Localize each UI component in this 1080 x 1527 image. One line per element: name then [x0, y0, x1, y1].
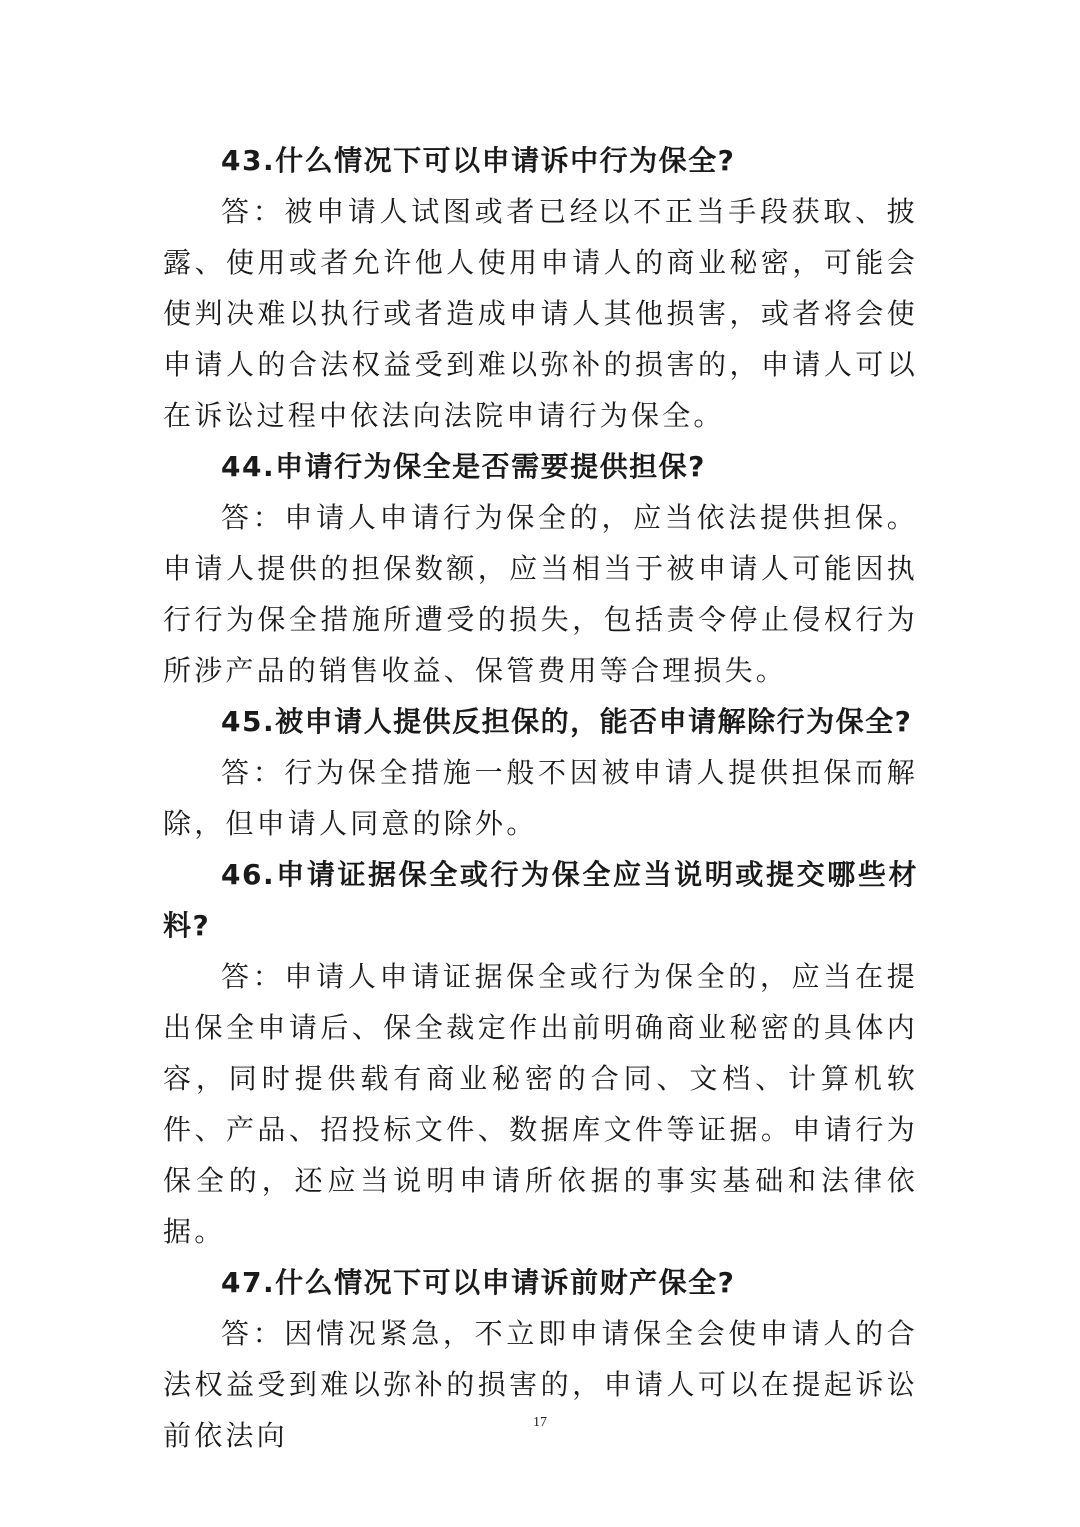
qa-item-46	[163, 849, 918, 1257]
qa-item-45	[163, 696, 918, 849]
question-heading: 46.申请证据保全或行为保全应当说明或提交哪些材料?	[163, 858, 918, 942]
question-heading: 44.申请行为保全是否需要提供担保?	[221, 450, 706, 483]
question-heading: 47.什么情况下可以申请诉前财产保全?	[221, 1266, 736, 1299]
answer-paragraph: 答：申请人申请证据保全或行为保全的，应当在提出保全申请后、保全裁定作出前明确商业秘密的具体内容，同时提供载有商业秘密的合同、文档、计算机软件、产品、招投标文件、数据库文件等证据。申请行为保全的，还应当说明申请所依据的事实基础和法律依据。	[163, 960, 918, 1248]
answer-paragraph: 答：行为保全措施一般不因被申请人提供担保而解除，但申请人同意的除外。	[163, 756, 918, 840]
answer-paragraph: 答：被申请人试图或者已经以不正当手段获取、披露、使用或者允许他人使用申请人的商业秘密，可能会使判决难以执行或者造成申请人其他损害，或者将会使申请人的合法权益受到难以弥补的损害的，申请人可以在诉讼过程中依法向法院申请行为保全。	[163, 195, 918, 432]
qa-item-43	[163, 135, 918, 441]
answer-paragraph: 答：因情况紧急，不立即申请保全会使申请人的合法权益受到难以弥补的损害的，申请人可以在提起诉讼前依法向	[163, 1317, 918, 1452]
document-body	[163, 135, 918, 1461]
qa-item-44	[163, 441, 918, 696]
answer-paragraph: 答：申请人申请行为保全的，应当依法提供担保。申请人提供的担保数额，应当相当于被申请人可能因执行行为保全措施所遭受的损失，包括责令停止侵权行为所涉产品的销售收益、保管费用等合理损失。	[163, 501, 918, 687]
question-heading: 45.被申请人提供反担保的，能否申请解除行为保全?	[221, 705, 913, 738]
page-number: 17	[533, 1415, 547, 1430]
question-heading: 43.什么情况下可以申请诉中行为保全?	[221, 144, 736, 177]
